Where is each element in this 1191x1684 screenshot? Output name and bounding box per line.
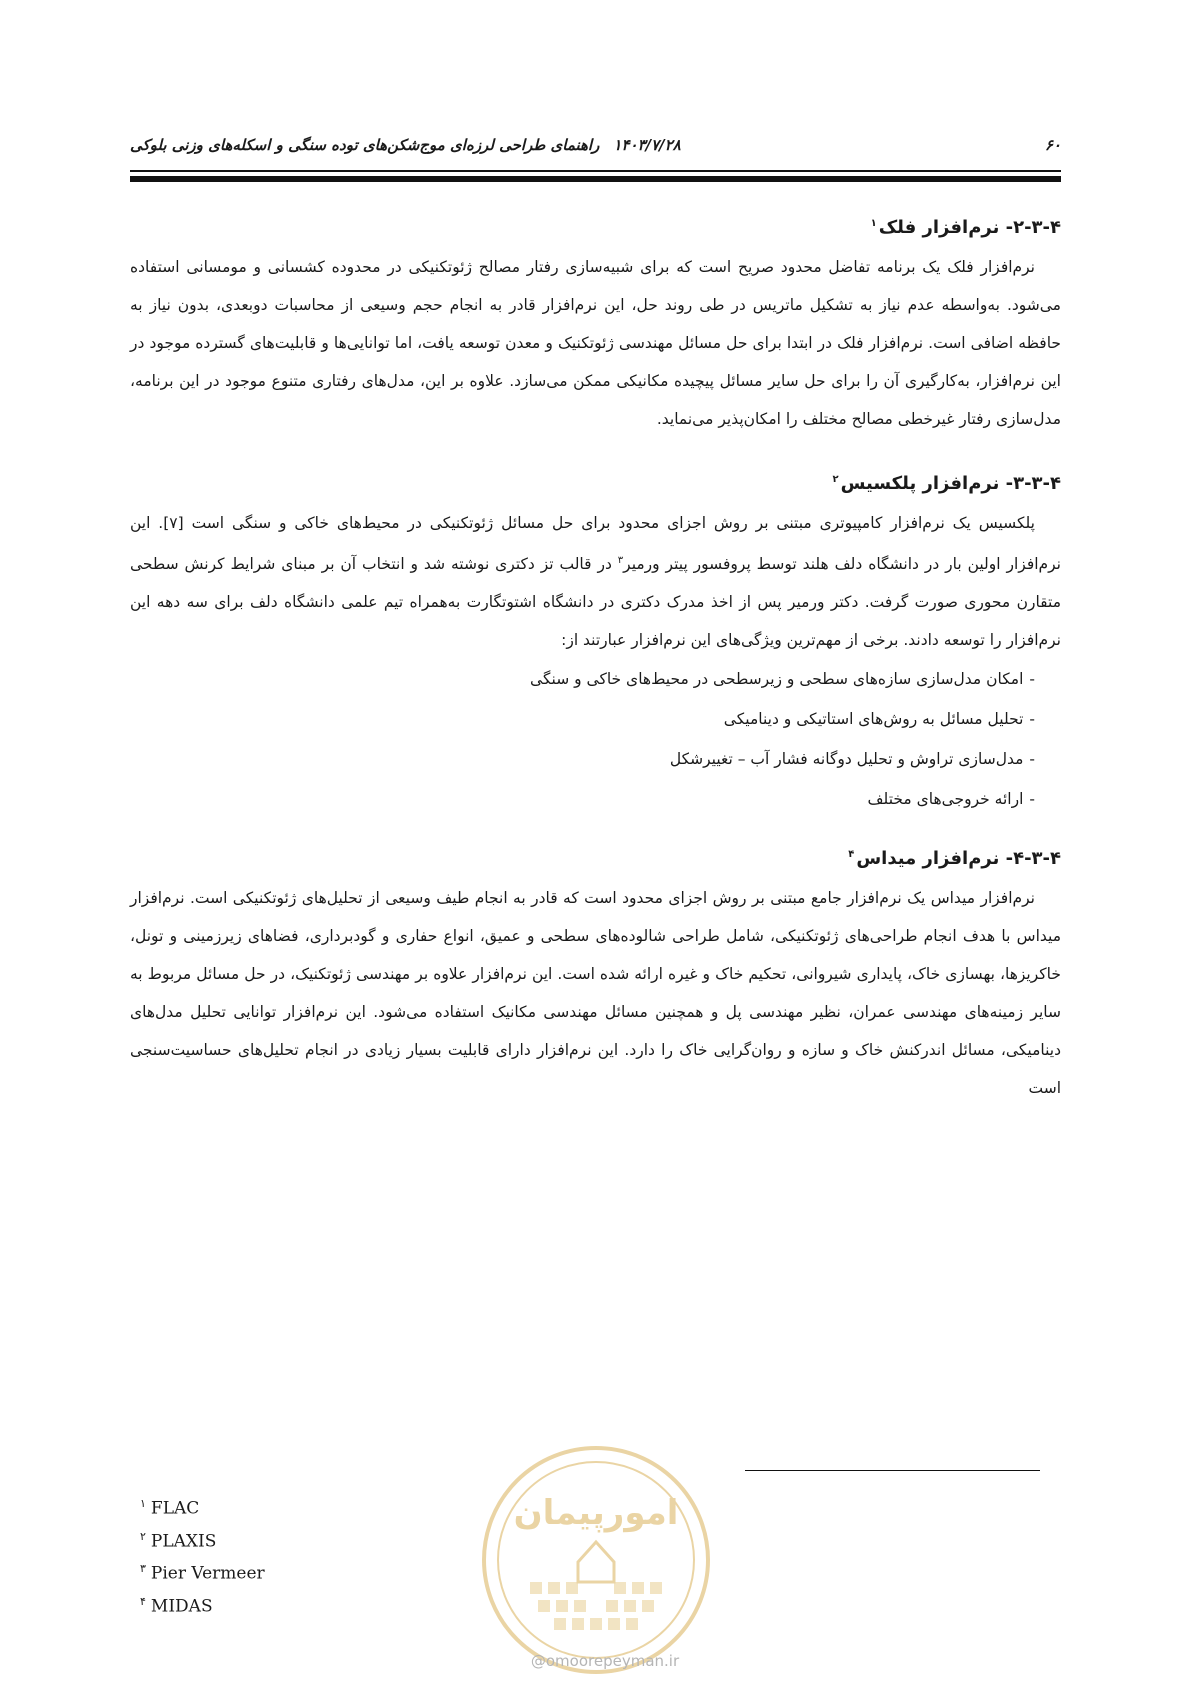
footnote-ref[interactable]: ۳ xyxy=(617,555,624,566)
section-heading-midas: ۴-۳-۴- نرم‌افزار میداس$^۴$ xyxy=(848,848,1061,870)
list-item: -ارائه خروجی‌های مختلف xyxy=(867,790,1035,809)
list-item: -مدل‌سازی تراوش و تحلیل دوگانه فشار آب – تغییرشکل xyxy=(669,750,1035,769)
paragraph-midas: نرم‌افزار میداس یک نرم‌افزار جامع مبتنی بر روش اجزای محدود است که قادر به انجام طیف وسیعی از تحلیل‌های ژئوتکنیکی است. نرم‌افزار میداس با هدف انجام طراحی‌های ژئوتکنیکی، شامل طراحی شالوده‌های سطحی و عمیق، انواع حفاری و گودبرداری، فضاهای زیرزمینی و تونل، خاکریزها، بهسازی خاک، پایداری شیروانی، تحکیم خاک و غیره ارائه شده است. این نرم‌افزار علاوه بر مهندسی ژئوتکنیک، در حل مسائل مربوط به سایر زمینه‌های مهندسی عمران، نظیر مهندسی پل و همچنین مسائل مهندسی مکانیک استفاده می‌شود. این نرم‌افزار توانایی تحلیل مدل‌های دینامیکی، مسائل اندرکنش خاک و سازه و روان‌گرایی خاک را دارد. این نرم‌افزار دارای قابلیت بسیار زیادی در انجام تحلیل‌های حساسیت‌سنجی است xyxy=(130,889,1061,1098)
footnote-ref[interactable]: ۴ xyxy=(848,849,855,861)
section-heading-flac: ۲-۳-۴- نرم‌افزار فلک$^۱$ xyxy=(870,217,1061,238)
list-item: -امکان مدل‌سازی سازه‌های سطحی و زیرسطحی در محیط‌های خاکی و سنگی xyxy=(530,670,1035,689)
list-item: -تحلیل مسائل به روش‌های استاتیکی و دینامیکی xyxy=(723,710,1035,729)
plaxis-feature-list xyxy=(130,659,1061,819)
page-number: ۶۰ xyxy=(1044,136,1061,154)
footnote-separator xyxy=(745,1470,1040,1471)
footnote-ref[interactable]: ۱ xyxy=(870,218,877,229)
paragraph-plaxis: پلکسیس یک نرم‌افزار کامپیوتری مبتنی بر روش اجزای محدود برای حل مسائل ژئوتکنیکی در محیط‌های خاکی و سنگی است [۷]. این نرم‌افزار اولین بار در دانشگاه دلف هلند توسط پروفسور پیتر ورمیر$^۳$ در قالب تز دکتری نوشته شد و انتخاب آن بر مبنای شرایط کرنش سطحی متقارن محوری صورت گرفت. دکتر ورمیر پس از اخذ مدرک دکتری در دانشگاه اشتوتگارت به‌همراه تیم علمی دانشگاه دلف برای سه دهه این نرم‌افزار را توسعه دادند. برخی از مهم‌ترین ویژگی‌های این نرم‌افزار عبارتند از: xyxy=(130,514,1061,650)
watermark-url: @omoorepeyman.ir xyxy=(530,1652,680,1670)
footnote-item: $^۳$ Pier Vermeer xyxy=(140,1562,265,1584)
running-header xyxy=(130,130,1061,160)
footnotes xyxy=(140,1490,265,1621)
watermark-logo-icon xyxy=(478,1442,714,1678)
watermark-logo-text: امورپیمان xyxy=(513,1493,679,1533)
section-heading-plaxis: ۳-۳-۴- نرم‌افزار پلکسیس$^۲$ xyxy=(832,473,1061,494)
footnote-item: $^۴$ MIDAS xyxy=(140,1594,213,1617)
header-date: ۱۴۰۳/۷/۲۸ xyxy=(613,136,681,154)
footnote-item: $^۱$ FLAC xyxy=(140,1497,200,1519)
header-title-group xyxy=(130,136,681,154)
header-rule-thick xyxy=(130,176,1061,182)
footnote-ref[interactable]: ۲ xyxy=(832,474,839,485)
paragraph-flac: نرم‌افزار فلک یک برنامه تفاضل محدود صریح است که برای شبیه‌سازی رفتار مصالح ژئوتکنیکی در محدوده کشسانی و مومسانی استفاده می‌شود. به‌واسطه عدم نیاز به تشکیل ماتریس در طی روند حل، این نرم‌افزار قادر به انجام حجم وسیعی از محاسبات دوبعدی، بدون نیاز به حافظه اضافی است. نرم‌افزار فلک در ابتدا برای حل مسائل مهندسی ژئوتکنیک و معدن توسعه یافت، اما توانایی‌ها و قابلیت‌های گسترده موجود در این نرم‌افزار، به‌کارگیری آن را برای حل سایر مسائل پیچیده مکانیکی ممکن می‌سازد. علاوه بر این، مدل‌های رفتاری متنوع موجود در این برنامه، مدل‌سازی رفتار غیرخطی مصالح مختلف را امکان‌پذیر می‌نماید. xyxy=(130,258,1061,428)
body-content xyxy=(130,188,1061,1107)
header-book-title: راهنمای طراحی لرزه‌ای موج‌شکن‌های توده سنگی و اسکله‌های وزنی بلوکی xyxy=(130,136,600,154)
footnote-item: $^۲$ PLAXIS xyxy=(140,1529,217,1552)
header-rule-thin xyxy=(130,170,1061,172)
